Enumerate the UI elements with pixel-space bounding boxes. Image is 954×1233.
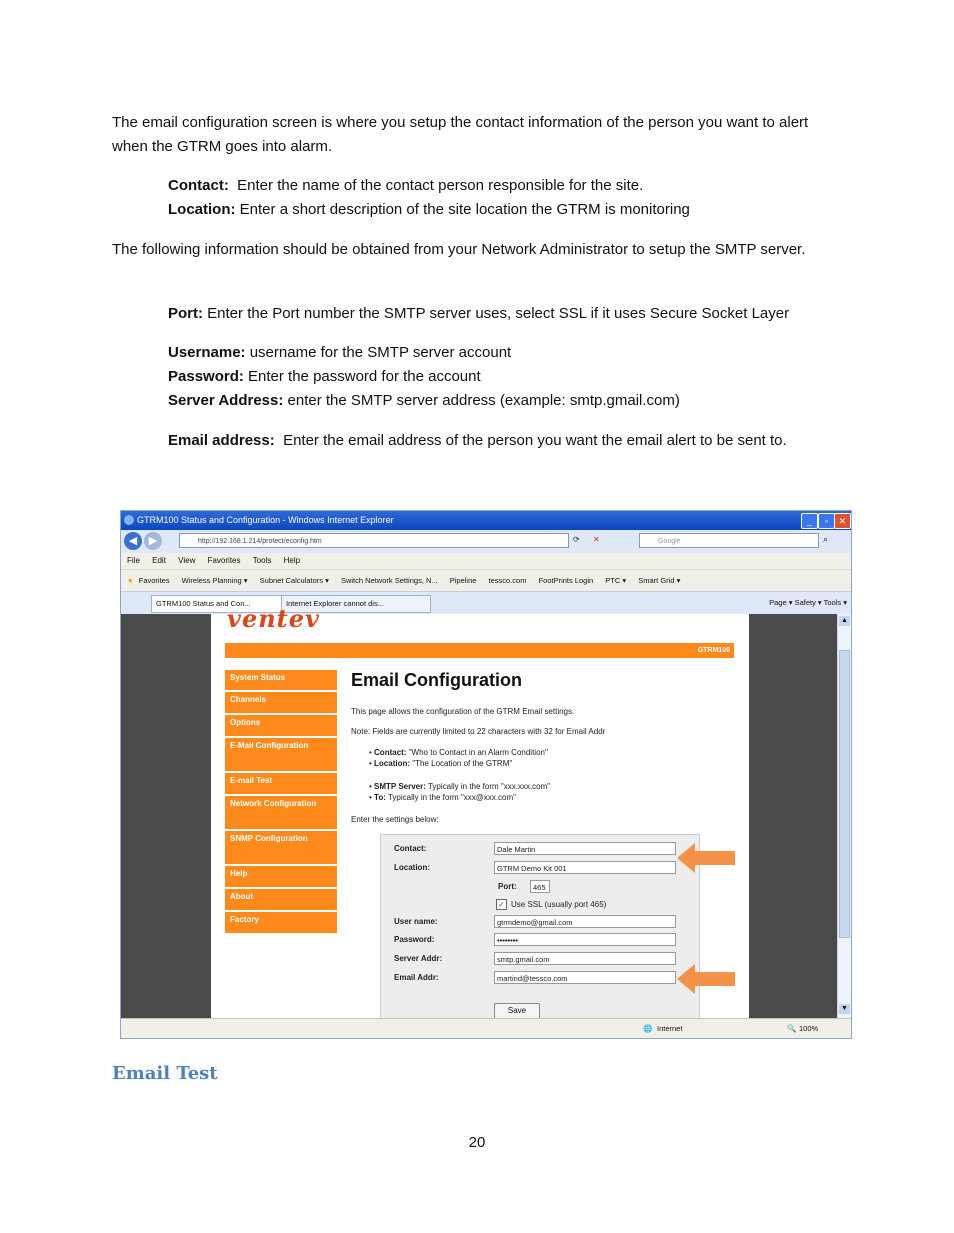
username-label: User name:	[394, 917, 438, 926]
username-description	[168, 341, 868, 365]
menu-help[interactable]: Help	[283, 556, 301, 565]
bullet-contact: • Contact: "Who to Contact in an Alarm Condition"	[369, 748, 548, 757]
nav-about[interactable]: About	[225, 889, 337, 910]
bullet-contact-label: Contact:	[374, 748, 407, 757]
url-input[interactable]: http://192.168.1.214/protect/econfig.htm	[179, 533, 569, 548]
email-term: Email address:	[168, 432, 275, 449]
bullet-smtp: • SMTP Server: Typically in the form "xxx.xxx.com"	[369, 782, 551, 791]
server-text: enter the SMTP server address (example: smtp.gmail.com)	[287, 392, 680, 409]
nav-system-status[interactable]: System Status	[225, 670, 337, 690]
nav-network-configuration[interactable]: Network Configuration	[225, 796, 337, 829]
email-description	[168, 429, 868, 453]
menu-view[interactable]: View	[178, 556, 196, 565]
port-term: Port:	[168, 305, 203, 322]
search-input[interactable]: Google	[639, 533, 819, 548]
email-arrow-icon	[677, 964, 735, 994]
menu-bar	[121, 553, 851, 569]
bullet-location: • Location: "The Location of the GTRM"	[369, 759, 513, 768]
ssl-checkbox[interactable]: ✓	[496, 899, 507, 910]
email-field[interactable]: martind@tessco.com	[494, 971, 676, 984]
fav-item-tessco[interactable]: tessco.com	[488, 576, 527, 585]
save-button[interactable]: Save	[494, 1003, 540, 1019]
bullet-to: • To: Typically in the form "xxx@xxx.com"	[369, 793, 517, 802]
scroll-thumb[interactable]	[839, 650, 850, 938]
tab-ie-error[interactable]: Internet Explorer cannot dis...	[281, 595, 431, 613]
smtp-paragraph: The following information should be obtained from your Network Administrator to setup the SMTP server.	[112, 241, 806, 258]
minimize-icon[interactable]: _	[801, 513, 818, 529]
email-label: Email Addr:	[394, 973, 439, 982]
server-field[interactable]: smtp.gmail.com	[494, 952, 676, 965]
fav-item-wireless[interactable]: Wireless Planning ▾	[181, 576, 248, 585]
password-term: Password:	[168, 368, 244, 385]
status-bar	[121, 1018, 851, 1038]
location-term: Location:	[168, 201, 236, 218]
header-bar: GTRM100	[225, 643, 734, 658]
favorites-star-icon: ★	[127, 576, 134, 585]
intro-paragraph: The email configuration screen is where you setup the contact information of the person you want to alert when the GTRM goes into alarm.	[112, 114, 809, 155]
nav-email-configuration[interactable]: E-Mail Configuration	[225, 738, 337, 771]
port-description	[168, 302, 868, 326]
contact-text: Enter the name of the contact person responsible for the site.	[237, 177, 644, 194]
browser-viewport	[121, 604, 837, 1018]
bullet-smtp-label: SMTP Server:	[374, 782, 426, 791]
stop-icon[interactable]: ✕	[593, 535, 600, 544]
zoom-level[interactable]: 100%	[799, 1024, 819, 1033]
password-field[interactable]: ••••••••	[494, 933, 676, 946]
back-icon[interactable]: ◀	[124, 532, 142, 550]
contact-arrow-icon	[677, 843, 735, 873]
fav-item-ptc[interactable]: PTC ▾	[605, 576, 627, 585]
password-description	[168, 365, 868, 389]
web-page	[211, 604, 749, 1018]
section-title: Email Test	[112, 1063, 218, 1084]
port-label: Port:	[498, 882, 517, 891]
nav-email-test[interactable]: E-mail Test	[225, 773, 337, 794]
menu-tools[interactable]: Tools	[252, 556, 272, 565]
nav-help[interactable]: Help	[225, 866, 337, 887]
ventev-logo: ventev	[227, 604, 320, 633]
tab-gtrm[interactable]: GTRM100 Status and Con...	[151, 595, 283, 613]
ie-icon	[124, 515, 134, 525]
bullet-to-text: Typically in the form "xxx@xxx.com"	[387, 793, 517, 802]
window-titlebar	[121, 511, 851, 530]
nav-snmp-configuration[interactable]: SNMP Configuration	[225, 831, 337, 864]
contact-label: Contact:	[394, 844, 427, 853]
contact-description	[168, 174, 868, 198]
fav-item-favorites[interactable]: Favorites	[138, 576, 170, 585]
menu-edit[interactable]: Edit	[152, 556, 166, 565]
page-title: Email Configuration	[351, 670, 522, 690]
refresh-icon[interactable]: ⟳	[573, 535, 580, 544]
email-text: Enter the email address of the person you want the email alert to be sent to.	[283, 432, 787, 449]
location-label: Location:	[394, 863, 430, 872]
username-field[interactable]: gtrmdemo@gmail.com	[494, 915, 676, 928]
server-label: Server Addr:	[394, 954, 443, 963]
location-field[interactable]: GTRM Demo Kit 001	[494, 861, 676, 874]
fav-item-footprints[interactable]: FootPrints Login	[538, 576, 594, 585]
nav-options[interactable]: Options	[225, 715, 337, 736]
bullet-contact-text: "Who to Contact in an Alarm Condition"	[408, 748, 548, 757]
username-term: Username:	[168, 344, 246, 361]
server-description	[168, 389, 868, 413]
scroll-up-icon[interactable]: ▲	[839, 616, 850, 626]
server-term: Server Address:	[168, 392, 284, 409]
browser-screenshot	[121, 511, 851, 1038]
fav-item-switch[interactable]: Switch Network Settings, N...	[340, 576, 438, 585]
zone-text: Internet	[657, 1024, 683, 1033]
password-text: Enter the password for the account	[248, 368, 481, 385]
favorites-bar	[121, 569, 851, 592]
menu-favorites[interactable]: Favorites	[207, 556, 241, 565]
bullet-location-text: "The Location of the GTRM"	[412, 759, 513, 768]
bullet-location-label: Location:	[374, 759, 411, 768]
maximize-icon[interactable]: ▫	[818, 513, 835, 529]
scroll-down-icon[interactable]: ▼	[839, 1004, 850, 1014]
fav-item-pipeline[interactable]: Pipeline	[449, 576, 477, 585]
nav-channels[interactable]: Channels	[225, 692, 337, 713]
vertical-scrollbar[interactable]	[837, 614, 851, 1018]
command-bar[interactable]: Page ▾ Safety ▾ Tools ▾	[769, 598, 847, 607]
window-title: GTRM100 Status and Configuration - Windows Internet Explorer	[137, 515, 394, 525]
search-icon[interactable]: ⌕	[823, 534, 829, 544]
port-field[interactable]: 465	[530, 880, 550, 893]
fav-item-subnet[interactable]: Subnet Calculators ▾	[259, 576, 329, 585]
location-text: Enter a short description of the site location the GTRM is monitoring	[239, 201, 690, 218]
bullet-to-label: To:	[374, 793, 386, 802]
nav-factory[interactable]: Factory	[225, 912, 337, 933]
enter-settings-text: Enter the settings below:	[351, 815, 439, 824]
forward-icon[interactable]: ▶	[144, 532, 162, 550]
ssl-label: Use SSL (usually port 465)	[511, 900, 607, 909]
contact-field[interactable]: Dale Martin	[494, 842, 676, 855]
bullet-smtp-text: Typically in the form "xxx.xxx.com"	[427, 782, 551, 791]
username-text: username for the SMTP server account	[249, 344, 512, 361]
page-number: 20	[468, 1134, 486, 1151]
fav-item-smartgrid[interactable]: Smart Grid ▾	[638, 576, 681, 585]
page-note: Note: Fields are currently limited to 22 characters with 32 for Email Addr	[351, 727, 606, 736]
close-icon[interactable]: ✕	[834, 513, 851, 529]
menu-file[interactable]: File	[127, 556, 140, 565]
address-bar	[121, 530, 851, 553]
password-label: Password:	[394, 935, 435, 944]
sidebar-nav	[225, 670, 337, 935]
settings-form	[380, 834, 700, 1020]
page-description: This page allows the configuration of the GTRM Email settings.	[351, 707, 575, 716]
location-description	[168, 198, 868, 222]
zoom-icon: 🔍	[787, 1024, 797, 1033]
contact-term: Contact:	[168, 177, 229, 194]
globe-icon: 🌐	[643, 1024, 653, 1033]
port-text: Enter the Port number the SMTP server uses, select SSL if it uses Secure Socket Layer	[207, 305, 790, 322]
